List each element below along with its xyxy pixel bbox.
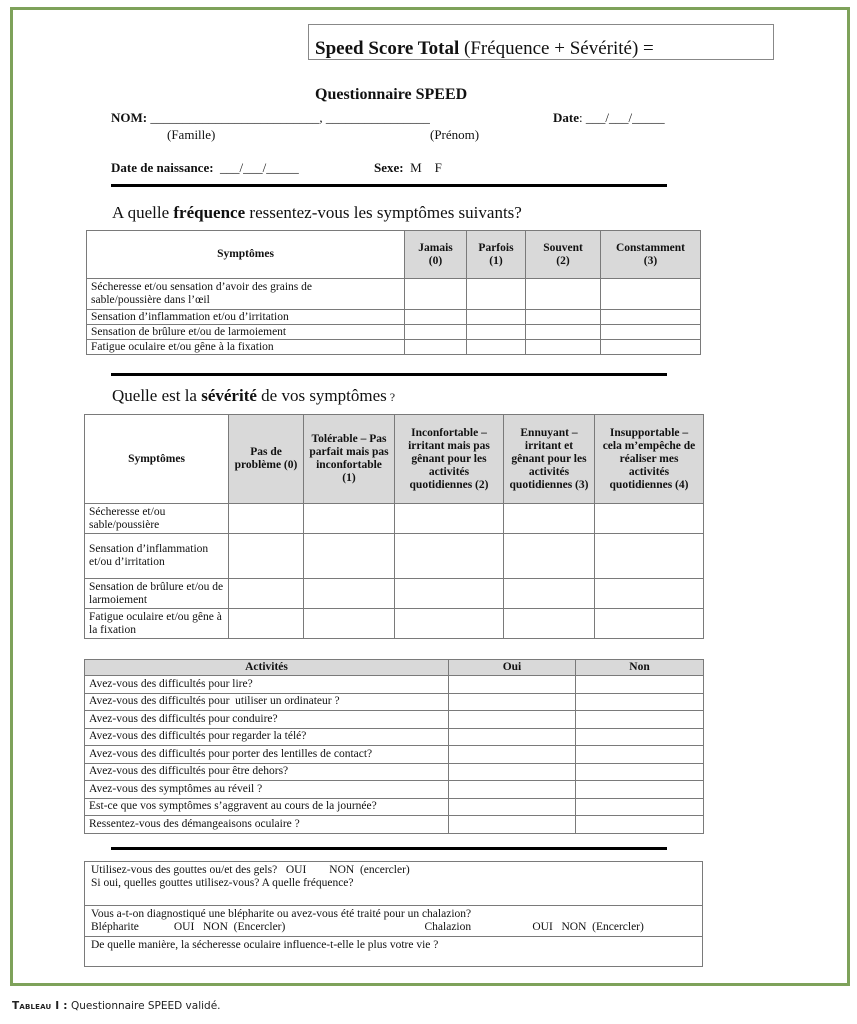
drops-row [85,862,703,906]
severity-symptom-label: Sensation d’inflammation et/ou d’irritation [85,534,229,579]
activity-cell-oui[interactable] [449,676,576,694]
frequency-header-jamais: Jamais (0) [405,231,467,279]
activity-cell-oui[interactable] [449,746,576,764]
figure-caption [12,1000,221,1012]
drops-non-option[interactable]: NON [329,864,355,876]
severity-cell-2[interactable] [395,579,504,609]
frequency-cell-parfois[interactable] [467,340,526,355]
frequency-symptom-label: Sensation de brûlure et/ou de larmoiement [87,325,405,340]
diagnosis-row [85,906,703,937]
blepharite-encercler-hint: (Encercler) [233,921,286,933]
activities-header-activites: Activités [85,660,449,676]
activity-label: Avez-vous des difficultés pour être dehors? [85,763,449,781]
severity-row [85,504,704,534]
drops-cell [85,862,703,906]
severity-symptom-label: Fatigue oculaire et/ou gêne à la fixation [85,609,229,639]
severity-header-tolerable: Tolérable – Pas parfait mais pas inconfortable (1) [304,415,395,504]
activity-cell-oui[interactable] [449,728,576,746]
blepharite-label: Blépharite [91,921,139,933]
activities-header-non: Non [576,660,704,676]
frequency-cell-jamais[interactable] [405,325,467,340]
extra-questions-table [84,861,703,967]
divider [111,847,667,850]
activities-header-oui: Oui [449,660,576,676]
severity-cell-0[interactable] [229,504,304,534]
frequency-cell-constamment[interactable] [601,325,701,340]
severity-cell-1[interactable] [304,579,395,609]
severity-question-bold: sévérité [201,386,257,405]
frequency-cell-parfois[interactable] [467,325,526,340]
drops-followup-question: Si oui, quelles gouttes utilisez-vous? A quelle fréquence? [91,877,354,889]
severity-cell-1[interactable] [304,534,395,579]
severity-cell-3[interactable] [504,579,595,609]
date-row [553,110,665,126]
naissance-label: Date de naissance: [111,160,214,175]
activity-row [85,798,704,816]
drops-encercler-hint: (encercler) [359,864,410,876]
diagnosis-cell [85,906,703,937]
severity-cell-2[interactable] [395,609,504,639]
frequency-cell-jamais[interactable] [405,340,467,355]
frequency-cell-souvent[interactable] [526,325,601,340]
activities-table [84,659,704,834]
activity-cell-non[interactable] [576,728,704,746]
severity-question-mark: ? [386,390,396,404]
frequency-header-constamment: Constamment (3) [601,231,701,279]
severity-cell-0[interactable] [229,609,304,639]
severity-header-row [85,415,704,504]
chalazion-oui-option[interactable]: OUI [532,921,553,933]
severity-header-ennuyant: Ennuyant – irritant et gênant pour les activités quotidiennes (3) [504,415,595,504]
sexe-option-f[interactable]: F [434,160,442,175]
activity-label: Ressentez-vous des démangeaisons oculaire ? [85,816,449,834]
divider [111,184,667,187]
frequency-header-row [87,231,701,279]
activity-cell-non[interactable] [576,763,704,781]
frequency-header-symptomes: Symptômes [87,231,405,279]
frequency-question-post: ressentez-vous les symptômes suivants? [245,203,522,222]
frequency-cell-souvent[interactable] [526,279,601,310]
severity-row [85,579,704,609]
severity-question [112,386,395,406]
drops-question: Utilisez-vous des gouttes ou/et des gels? [91,864,278,876]
naissance-row [111,160,299,176]
severity-cell-4[interactable] [595,609,704,639]
severity-table [84,414,704,639]
chalazion-encercler-hint: (Encercler) [592,921,644,933]
drops-oui-option[interactable]: OUI [285,864,307,876]
activity-row [85,781,704,799]
frequency-row [87,279,701,310]
speed-score-label [315,38,654,60]
severity-question-pre: Quelle est la [112,386,202,405]
activity-label: Est-ce que vos symptômes s’aggravent au cours de la journée? [85,798,449,816]
activity-label: Avez-vous des difficultés pour utiliser un ordinateur ? [85,693,449,711]
activity-label: Avez-vous des difficultés pour conduire? [85,711,449,729]
severity-header-symptomes: Symptômes [85,415,229,504]
severity-row [85,534,704,579]
frequency-row [87,325,701,340]
impact-row [85,937,703,967]
activity-cell-non[interactable] [576,816,704,834]
severity-header-inconfortable: Inconfortable – irritant mais pas gênant pour les activités quotidiennes (2) [395,415,504,504]
speed-score-title: Speed Score Total [315,38,460,59]
frequency-symptom-label: Fatigue oculaire et/ou gêne à la fixation [87,340,405,355]
nom-row [111,110,430,126]
activity-cell-non[interactable] [576,798,704,816]
date-label: Date [553,110,579,125]
severity-cell-4[interactable] [595,504,704,534]
severity-cell-4[interactable] [595,534,704,579]
frequency-cell-souvent[interactable] [526,340,601,355]
severity-cell-1[interactable] [304,504,395,534]
frequency-header-parfois: Parfois (1) [467,231,526,279]
severity-question-post: de vos symptômes [256,386,387,405]
activity-cell-non[interactable] [576,693,704,711]
severity-symptom-label: Sécheresse et/ou sable/poussière [85,504,229,534]
activity-label: Avez-vous des symptômes au réveil ? [85,781,449,799]
activity-cell-oui[interactable] [449,711,576,729]
nom-prenom-field[interactable]: ________________ [325,110,430,125]
severity-cell-1[interactable] [304,609,395,639]
nom-famille-field[interactable]: __________________________, [150,110,323,125]
severity-cell-0[interactable] [229,579,304,609]
frequency-symptom-label: Sensation d’inflammation et/ou d’irritation [87,310,405,325]
questionnaire-title: Questionnaire SPEED [315,86,468,103]
activity-cell-oui[interactable] [449,798,576,816]
prenom-hint: (Prénom) [430,127,480,142]
activity-row [85,746,704,764]
frequency-cell-constamment[interactable] [601,279,701,310]
activity-label: Avez-vous des difficultés pour porter des lentilles de contact? [85,746,449,764]
activity-row [85,763,704,781]
blepharite-oui-option[interactable]: OUI [173,921,195,933]
chalazion-non-option[interactable]: NON [561,921,587,933]
frequency-cell-jamais[interactable] [405,279,467,310]
severity-row [85,609,704,639]
severity-cell-3[interactable] [504,609,595,639]
diagnosis-question: Vous a-t-on diagnostiqué une blépharite ou avez-vous été traité pour un chalazion? [91,908,472,920]
frequency-symptom-label: Sécheresse et/ou sensation d’avoir des grains de sable/poussière dans l’œil [87,279,405,310]
blepharite-non-option[interactable]: NON [202,921,228,933]
divider [111,373,667,376]
severity-cell-2[interactable] [395,504,504,534]
frequency-cell-parfois[interactable] [467,279,526,310]
activity-row [85,816,704,834]
activity-cell-non[interactable] [576,676,704,694]
frequency-row [87,340,701,355]
caption-text: Questionnaire SPEED validé. [67,1000,221,1012]
activity-cell-oui[interactable] [449,781,576,799]
activity-row [85,711,704,729]
sexe-row [374,160,442,176]
impact-question: De quelle manière, la sécheresse oculaire influence-t-elle le plus votre vie ? [91,939,439,951]
severity-header-insupportable: Insupportable – cela m’empêche de réaliser mes activités quotidiennes (4) [595,415,704,504]
severity-header-pas-de-probleme: Pas de problème (0) [229,415,304,504]
activity-cell-oui[interactable] [449,816,576,834]
naissance-field[interactable]: ___/___/_____ [220,160,299,175]
activity-cell-oui[interactable] [449,693,576,711]
severity-cell-4[interactable] [595,579,704,609]
sexe-label: Sexe: [374,160,404,175]
frequency-header-souvent: Souvent (2) [526,231,601,279]
activity-row [85,676,704,694]
activity-cell-oui[interactable] [449,763,576,781]
caption-tag: Tableau I : [12,1000,68,1012]
activities-header-row [85,660,704,676]
frequency-cell-constamment[interactable] [601,340,701,355]
severity-symptom-label: Sensation de brûlure et/ou de larmoiement [85,579,229,609]
frequency-question [112,203,522,223]
activity-label: Avez-vous des difficultés pour regarder la télé? [85,728,449,746]
frequency-question-pre: A quelle [112,203,174,222]
activity-cell-non[interactable] [576,746,704,764]
impact-cell[interactable] [85,937,703,967]
date-field[interactable]: : ___/___/_____ [579,110,665,125]
activity-cell-non[interactable] [576,781,704,799]
severity-cell-3[interactable] [504,504,595,534]
chalazion-label: Chalazion [424,921,472,933]
activity-label: Avez-vous des difficultés pour lire? [85,676,449,694]
famille-hint: (Famille) [167,127,216,142]
frequency-table [86,230,701,355]
frequency-cell-jamais[interactable] [405,310,467,325]
frequency-cell-constamment[interactable] [601,310,701,325]
frequency-cell-parfois[interactable] [467,310,526,325]
severity-cell-3[interactable] [504,534,595,579]
activity-cell-non[interactable] [576,711,704,729]
frequency-row [87,310,701,325]
frequency-cell-souvent[interactable] [526,310,601,325]
activity-row [85,693,704,711]
severity-cell-0[interactable] [229,534,304,579]
activity-row [85,728,704,746]
sexe-option-m[interactable]: M [410,160,422,175]
nom-label: NOM: [111,110,148,125]
frequency-question-bold: fréquence [173,203,246,222]
severity-cell-2[interactable] [395,534,504,579]
speed-score-formula: (Fréquence + Sévérité) = [459,38,654,59]
